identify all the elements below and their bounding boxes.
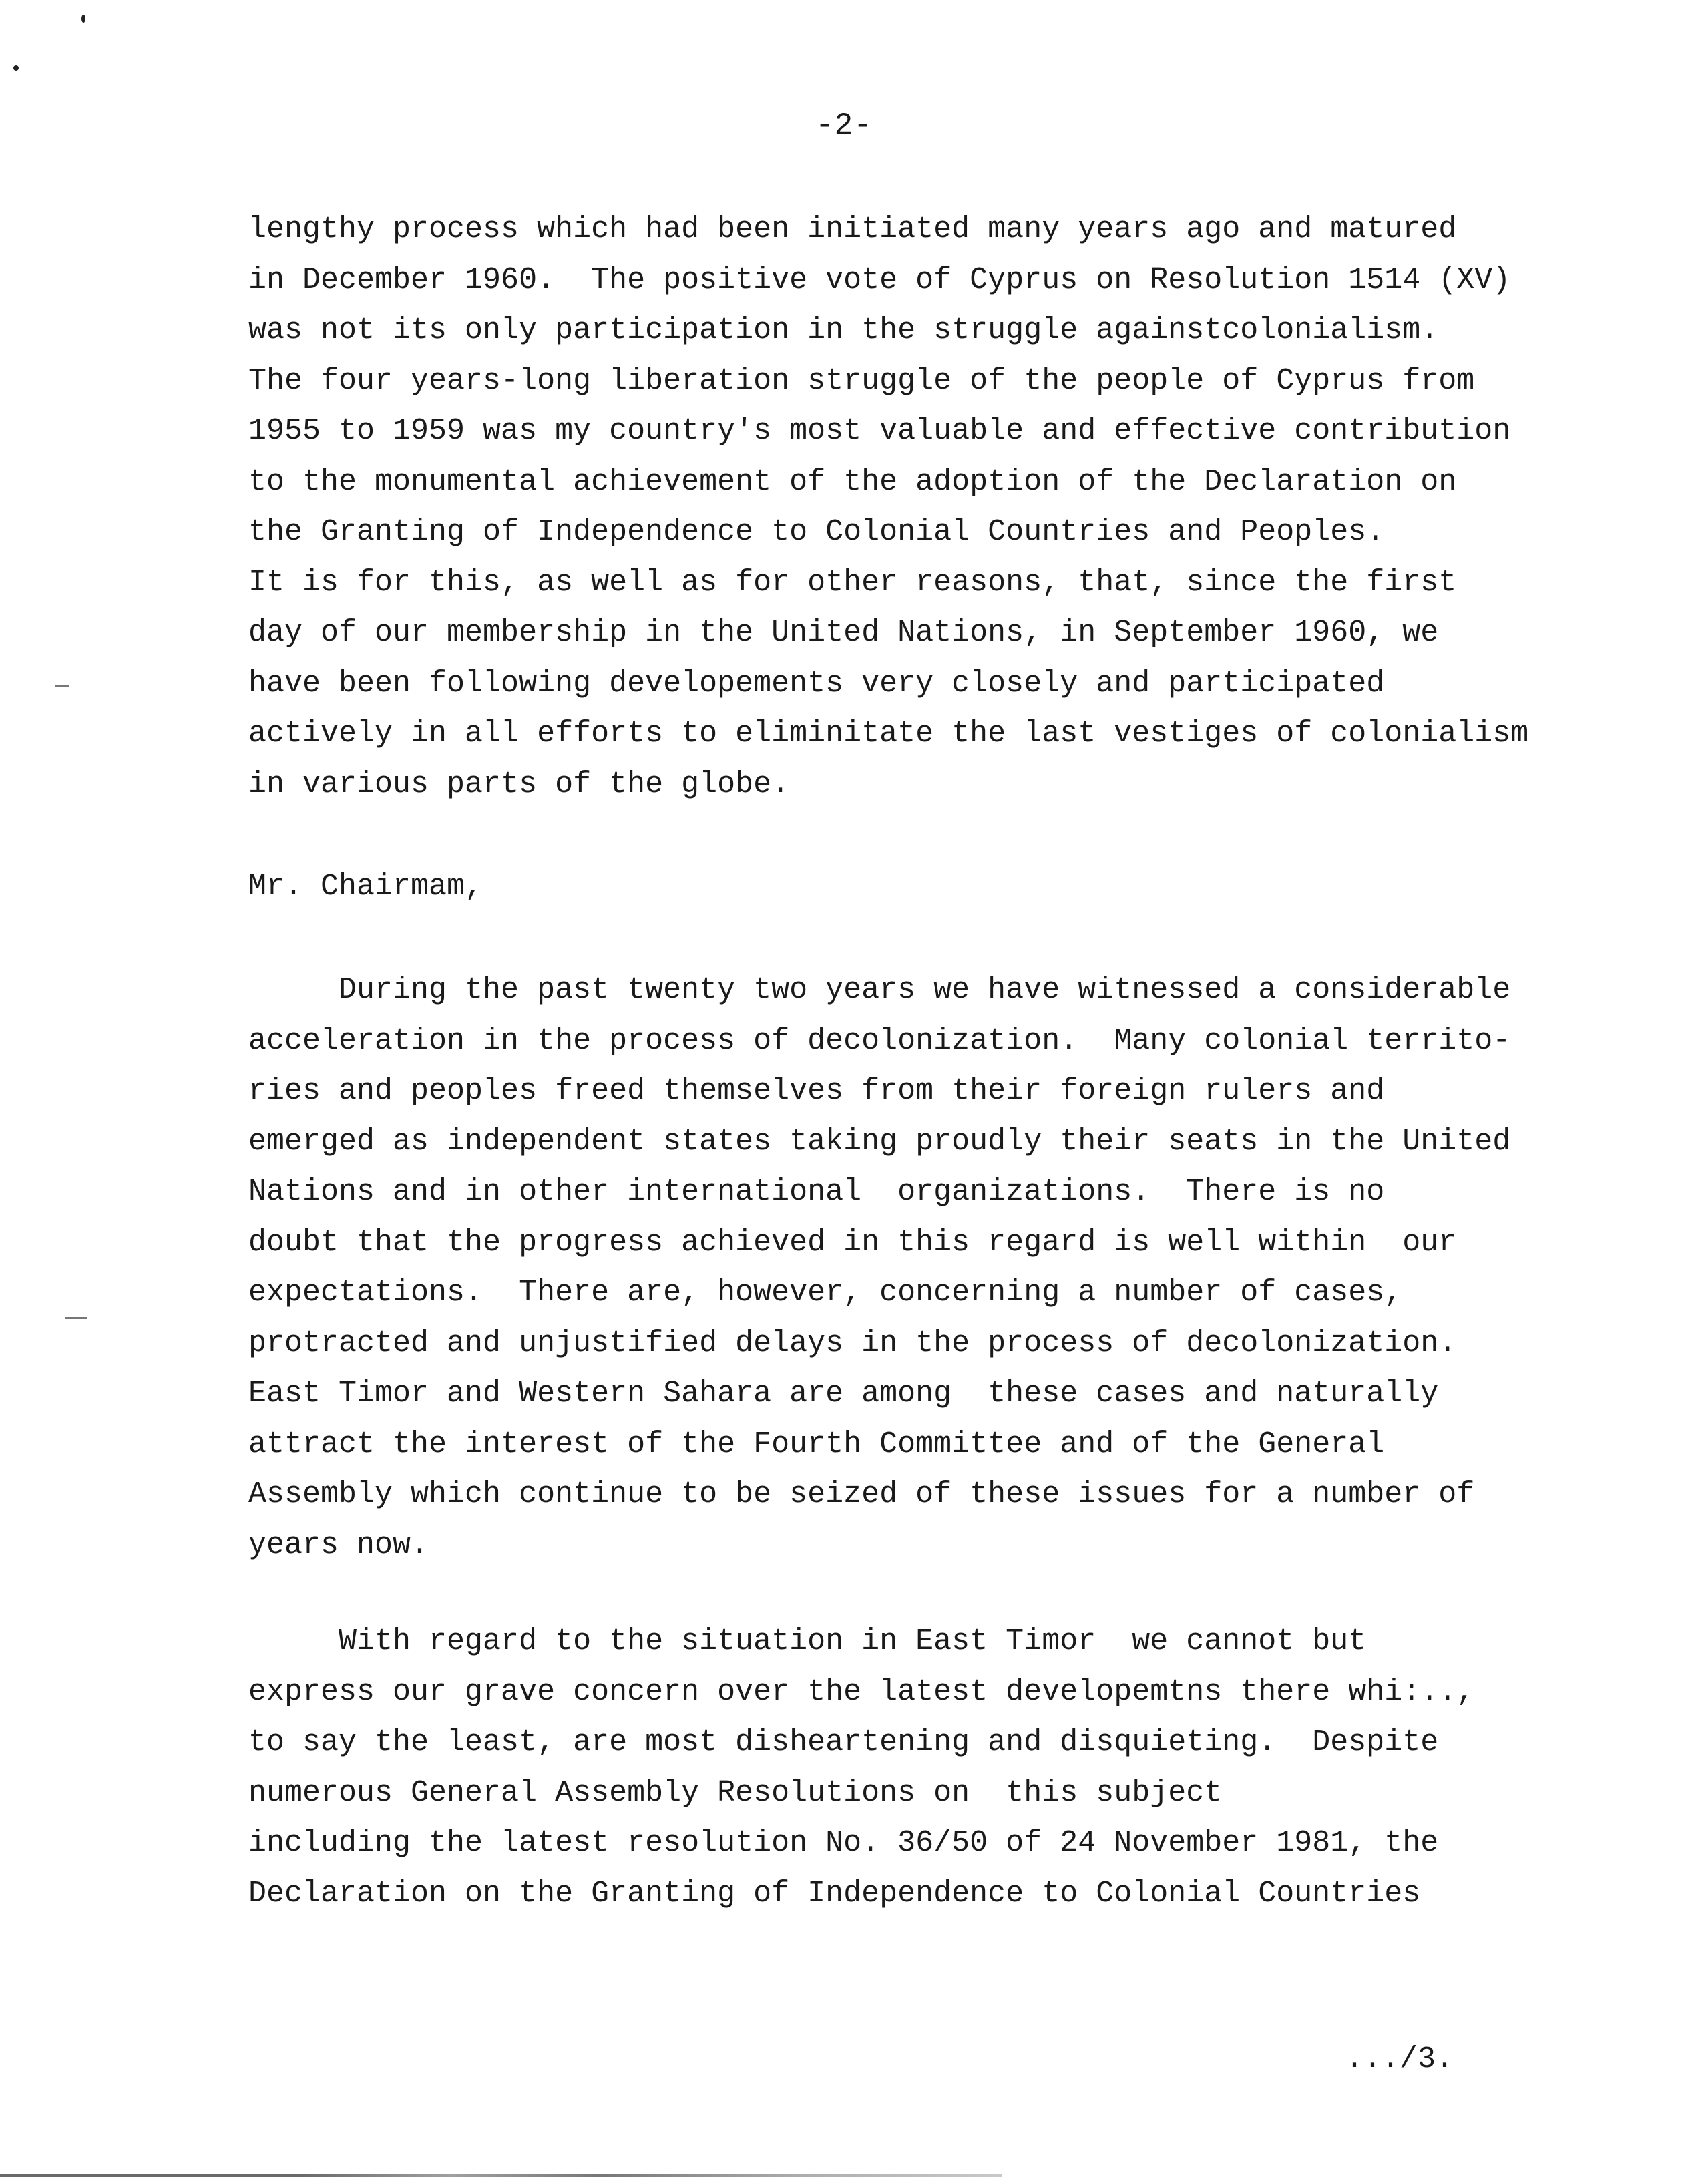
text-line: Assembly which continue to be seized of these issues for a number of bbox=[248, 1477, 1475, 1511]
text-line: 1955 to 1959 was my country's most valuable and effective contribution bbox=[248, 414, 1511, 448]
text-line: actively in all efforts to eliminitate the last vestiges of colonialism bbox=[248, 717, 1529, 751]
text-line: day of our membership in the United Nations, in September 1960, we bbox=[248, 616, 1439, 650]
text-line: emerged as independent states taking proudly their seats in the United bbox=[248, 1124, 1511, 1159]
continuation-marker: .../3. bbox=[1345, 2042, 1454, 2076]
text-line: protracted and unjustified delays in the process of decolonization. bbox=[248, 1326, 1457, 1360]
text-line: acceleration in the process of decolonization. Many colonial territo- bbox=[248, 1023, 1511, 1058]
page-number: -2- bbox=[815, 108, 873, 143]
salutation-text: Mr. Chairmam, bbox=[248, 870, 483, 904]
text-line: expectations. There are, however, concerning a number of cases, bbox=[248, 1276, 1403, 1310]
text-line: East Timor and Western Sahara are among these cases and naturally bbox=[248, 1377, 1439, 1411]
text-line: have been following developements very closely and participated bbox=[248, 666, 1385, 701]
text-line: attract the interest of the Fourth Committee and of the General bbox=[248, 1427, 1385, 1461]
text-line: The four years-long liberation struggle of the people of Cyprus from bbox=[248, 363, 1475, 398]
text-line: years now. bbox=[248, 1527, 429, 1562]
text-line: in various parts of the globe. bbox=[248, 767, 790, 801]
margin-mark bbox=[55, 685, 69, 687]
text-line: including the latest resolution No. 36/50 of 24 November 1981, the bbox=[248, 1826, 1439, 1860]
margin-mark bbox=[65, 1317, 87, 1319]
salutation bbox=[248, 862, 1651, 912]
text-line: lengthy process which had been initiated many years ago and matured bbox=[248, 212, 1457, 246]
text-line: to the monumental achievement of the adoption of the Declaration on bbox=[248, 464, 1457, 499]
paragraph-3 bbox=[248, 1616, 1651, 1919]
text-line: During the past twenty two years we have witnessed a considerable bbox=[248, 973, 1511, 1007]
text-line: With regard to the situation in East Timor we cannot but bbox=[248, 1624, 1367, 1658]
text-line: doubt that the progress achieved in this regard is well within our bbox=[248, 1225, 1457, 1260]
paragraph-2 bbox=[248, 965, 1651, 1570]
text-line: ries and peoples freed themselves from their foreign rulers and bbox=[248, 1074, 1385, 1108]
paragraph-1 bbox=[248, 204, 1651, 809]
scan-speck bbox=[13, 65, 19, 71]
text-line: to say the least, are most disheartening and disquieting. Despite bbox=[248, 1725, 1439, 1759]
text-line: express our grave concern over the latest developemtns there whi:.., bbox=[248, 1674, 1475, 1709]
bottom-scan-edge bbox=[0, 2174, 1002, 2177]
scan-speck bbox=[81, 15, 85, 23]
text-line: Declaration on the Granting of Independence to Colonial Countries bbox=[248, 1876, 1421, 1911]
text-line: the Granting of Independence to Colonial Countries and Peoples. bbox=[248, 515, 1385, 549]
text-line: numerous General Assembly Resolutions on this subject bbox=[248, 1775, 1223, 1810]
text-line: Nations and in other international organizations. There is no bbox=[248, 1175, 1385, 1209]
text-line: It is for this, as well as for other reasons, that, since the first bbox=[248, 565, 1457, 600]
text-line: was not its only participation in the struggle againstcolonialism. bbox=[248, 313, 1439, 347]
text-line: in December 1960. The positive vote of Cyprus on Resolution 1514 (XV) bbox=[248, 262, 1511, 297]
